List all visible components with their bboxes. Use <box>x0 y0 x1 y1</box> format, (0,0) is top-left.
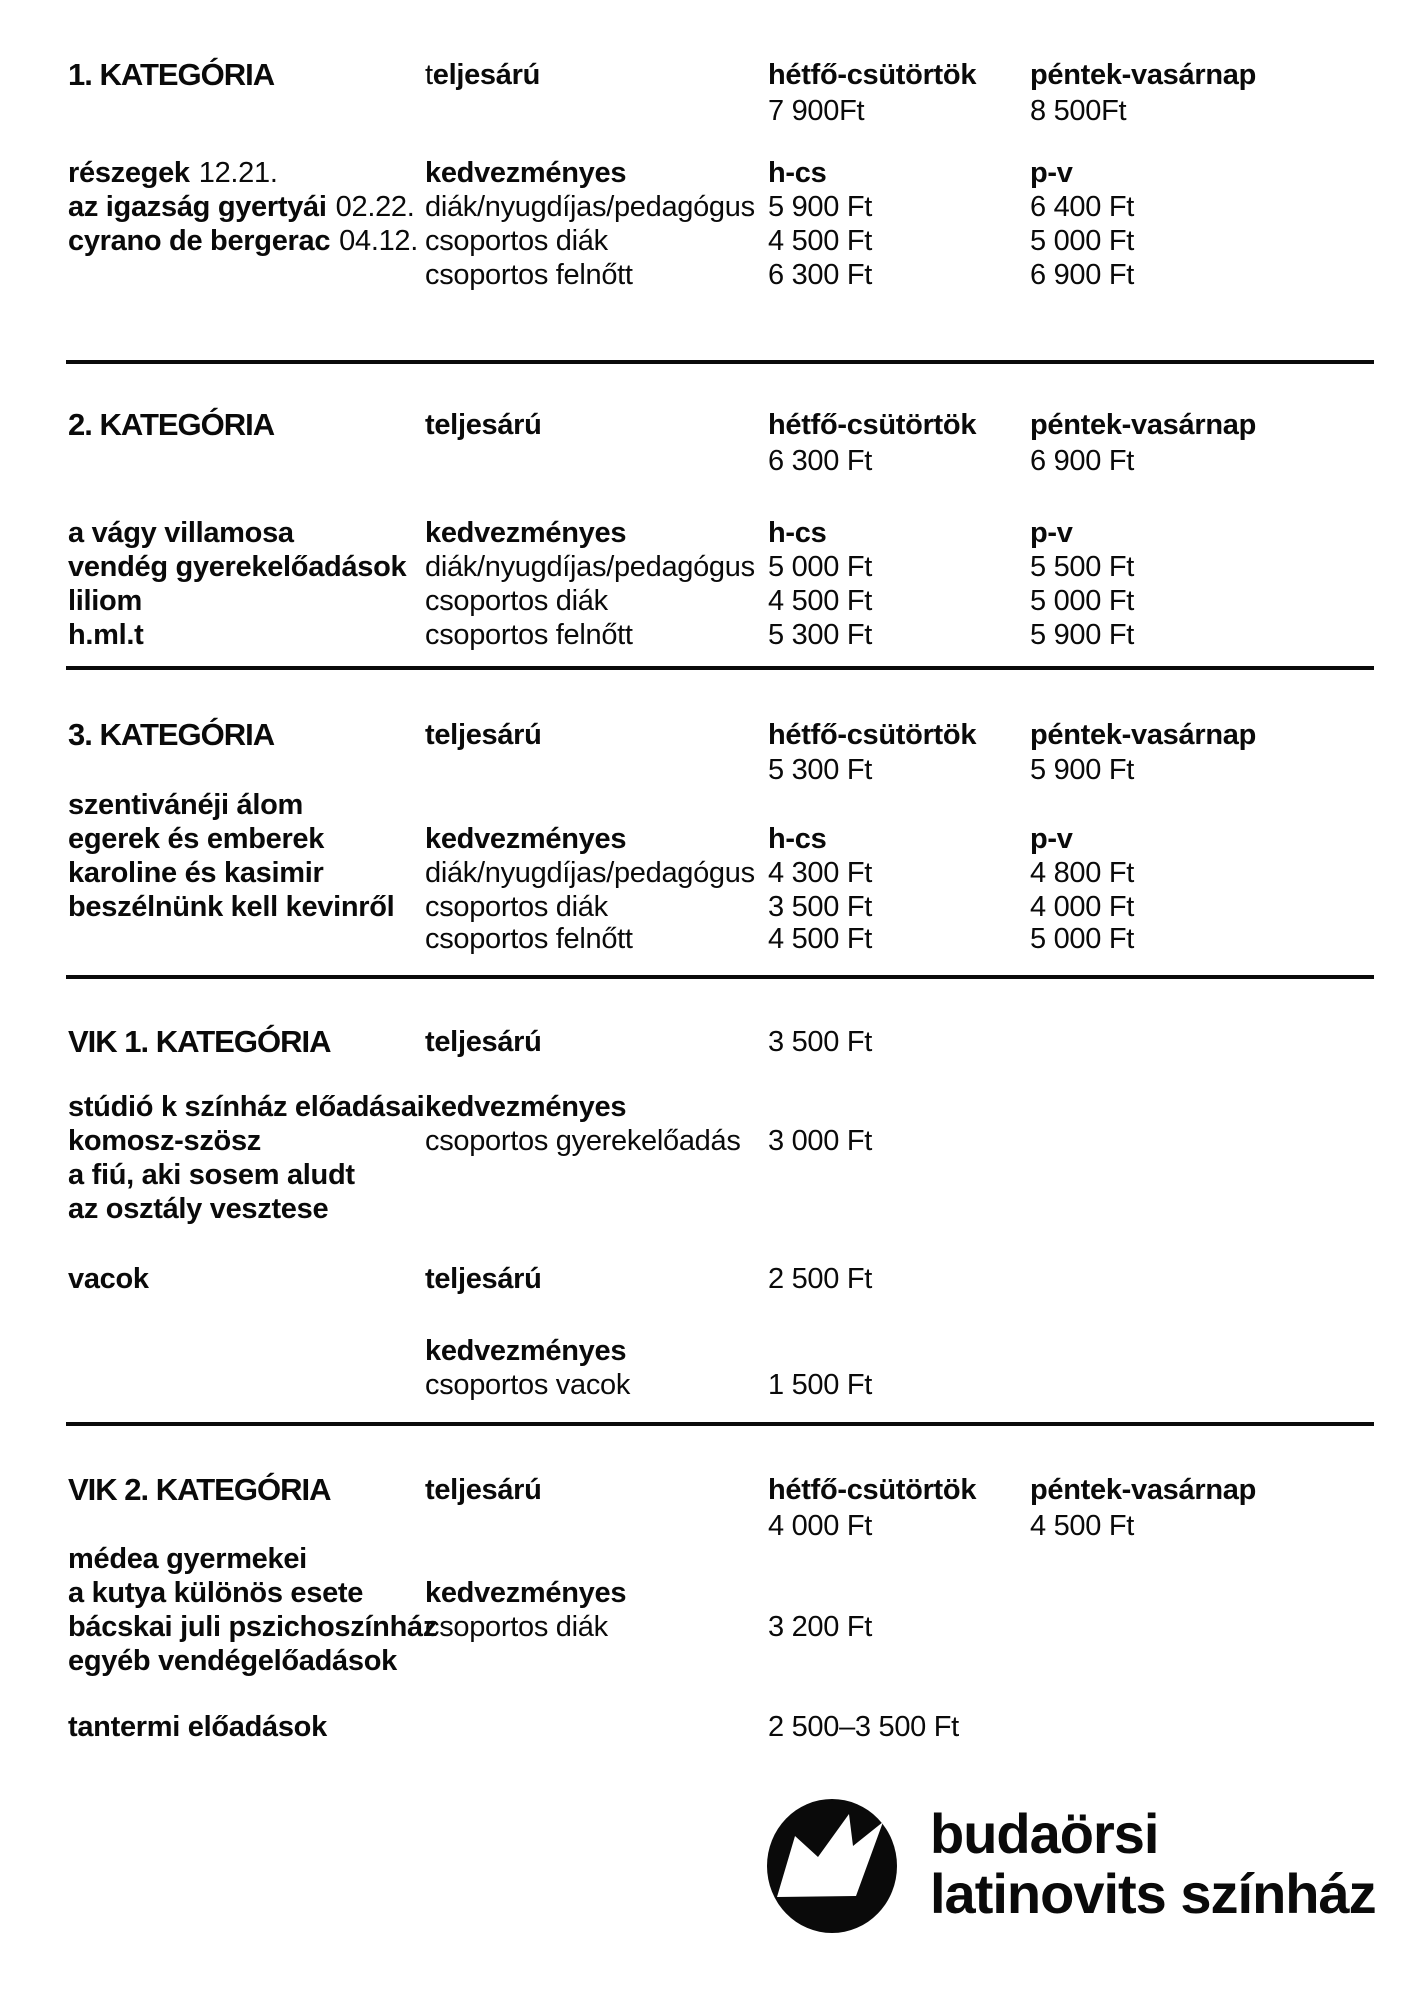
discount-label: kedvezményes <box>425 1091 627 1123</box>
table-row <box>0 618 1414 654</box>
price-day2: 4 000 Ft <box>1030 891 1134 923</box>
section-divider <box>66 666 1374 670</box>
table-row <box>0 1124 1414 1160</box>
show-title: beszélnünk kell kevinről <box>68 891 395 923</box>
single-price: 1 500 Ft <box>768 1369 872 1401</box>
table-row <box>0 94 1414 130</box>
crown-logo-icon <box>766 1797 898 1935</box>
price-day1: 5 300 Ft <box>768 619 872 651</box>
discount-type: csoportos felnőtt <box>425 259 633 291</box>
show-date: 12.21. <box>198 157 278 189</box>
discount-type: csoportos vacok <box>425 1369 631 1401</box>
discount-type: csoportos diák <box>425 891 608 923</box>
show-title: h.ml.t <box>68 619 144 651</box>
table-row <box>0 1025 1414 1061</box>
day2-header: péntek-vasárnap <box>1030 719 1256 751</box>
price-day1: 5 900 Ft <box>768 191 872 223</box>
show-title: a fiú, aki sosem aludt <box>68 1159 355 1191</box>
day1-short-header: h-cs <box>768 517 827 549</box>
day1-header: hétfő-csütörtök <box>768 719 977 751</box>
category-title: 1. KATEGÓRIA <box>68 57 275 92</box>
table-row <box>0 550 1414 586</box>
table-row <box>0 753 1414 789</box>
day1-header: hétfő-csütörtök <box>768 59 977 91</box>
full-price-label: teljesárú <box>425 409 542 441</box>
show-title: a vágy villamosa <box>68 517 294 549</box>
price-day2: 6 400 Ft <box>1030 191 1134 223</box>
day1-header: hétfő-csütörtök <box>768 409 977 441</box>
category-title: VIK 1. KATEGÓRIA <box>68 1024 331 1059</box>
table-row <box>0 1542 1414 1578</box>
single-price: 2 500 Ft <box>768 1263 872 1295</box>
discount-type: diák/nyugdíjas/pedagógus <box>425 857 755 889</box>
show-title: a kutya különös esete <box>68 1577 364 1609</box>
table-row <box>0 1334 1414 1370</box>
discount-label: kedvezményes <box>425 823 627 855</box>
table-row <box>0 822 1414 858</box>
discount-type: csoportos diák <box>425 1611 608 1643</box>
show-title: az osztály vesztese <box>68 1193 329 1225</box>
day2-header: péntek-vasárnap <box>1030 1474 1256 1506</box>
section-divider <box>66 975 1374 979</box>
logo-line2: latinovits színház <box>930 1862 1376 1925</box>
table-row <box>0 788 1414 824</box>
table-row <box>0 890 1414 926</box>
full-price-day2: 4 500 Ft <box>1030 1510 1134 1542</box>
price-day1: 4 500 Ft <box>768 923 872 955</box>
discount-label: kedvezményes <box>425 157 627 189</box>
table-row <box>0 1473 1414 1509</box>
full-price-label: teljesárú <box>425 1026 542 1058</box>
table-row <box>0 584 1414 620</box>
show-title: komosz-szösz <box>68 1125 261 1157</box>
show-date: 02.22. <box>335 191 415 223</box>
price-day1: 3 500 Ft <box>768 891 872 923</box>
price-day2: 5 900 Ft <box>1030 619 1134 651</box>
full-price-day1: 4 000 Ft <box>768 1510 872 1542</box>
discount-type: csoportos felnőtt <box>425 619 633 651</box>
discount-type: csoportos diák <box>425 585 608 617</box>
show-title: egyéb vendégelőadások <box>68 1645 397 1677</box>
day1-header: hétfő-csütörtök <box>768 1474 977 1506</box>
day1-short-header: h-cs <box>768 823 827 855</box>
price-day1: 4 300 Ft <box>768 857 872 889</box>
show-entry <box>68 156 278 190</box>
table-row <box>0 1644 1414 1680</box>
theater-name <box>930 1804 1376 1924</box>
show-title: vendég gyerekelőadások <box>68 551 407 583</box>
single-price: 3 500 Ft <box>768 1026 872 1058</box>
full-price-label-prefix: t <box>425 59 433 91</box>
table-row <box>0 156 1414 192</box>
table-row <box>0 190 1414 226</box>
table-row <box>0 922 1414 958</box>
full-price-label <box>425 58 540 92</box>
price-day1: 4 500 Ft <box>768 585 872 617</box>
show-title: bácskai juli pszichoszínház <box>68 1611 438 1643</box>
full-price-label-rest: eljesárú <box>432 59 540 91</box>
discount-label: kedvezményes <box>425 517 627 549</box>
table-row <box>0 1192 1414 1228</box>
full-price-label: teljesárú <box>425 1474 542 1506</box>
day2-short-header: p-v <box>1030 517 1073 549</box>
show-title: karoline és kasimir <box>68 857 324 889</box>
price-day1: 6 300 Ft <box>768 259 872 291</box>
table-row <box>0 1710 1414 1746</box>
table-row <box>0 1576 1414 1612</box>
full-price-day1: 6 300 Ft <box>768 445 872 477</box>
table-row <box>0 1610 1414 1646</box>
category-title: VIK 2. KATEGÓRIA <box>68 1472 331 1507</box>
show-title: az igazság gyertyái <box>68 191 327 223</box>
show-title: médea gyermekei <box>68 1543 307 1575</box>
show-title: vacok <box>68 1263 149 1295</box>
show-title: részegek <box>68 157 190 189</box>
discount-type: csoportos felnőtt <box>425 923 633 955</box>
section-divider <box>66 1422 1374 1426</box>
price-day2: 5 000 Ft <box>1030 585 1134 617</box>
price-day2: 5 000 Ft <box>1030 225 1134 257</box>
day2-header: péntek-vasárnap <box>1030 409 1256 441</box>
section-divider <box>66 360 1374 364</box>
show-title: tantermi előadások <box>68 1711 327 1743</box>
day2-short-header: p-v <box>1030 157 1073 189</box>
show-title: cyrano de bergerac <box>68 225 331 257</box>
day2-short-header: p-v <box>1030 823 1073 855</box>
full-price-label: teljesárú <box>425 719 542 751</box>
show-title: egerek és emberek <box>68 823 325 855</box>
category-title: 2. KATEGÓRIA <box>68 407 275 442</box>
show-date: 04.12. <box>339 225 418 257</box>
table-row <box>0 718 1414 754</box>
full-price-label: teljesárú <box>425 1263 542 1295</box>
full-price-day2: 5 900 Ft <box>1030 754 1134 786</box>
discount-type: csoportos gyerekelőadás <box>425 1125 741 1157</box>
price-day2: 6 900 Ft <box>1030 259 1134 291</box>
price-day1: 4 500 Ft <box>768 225 872 257</box>
discount-label: kedvezményes <box>425 1577 627 1609</box>
table-row <box>0 516 1414 552</box>
category-title: 3. KATEGÓRIA <box>68 717 275 752</box>
full-price-day1: 7 900Ft <box>768 95 865 127</box>
show-title: stúdió k színház előadásai <box>68 1091 425 1123</box>
single-price: 3 200 Ft <box>768 1611 872 1643</box>
show-entry <box>68 224 418 258</box>
full-price-day2: 6 900 Ft <box>1030 445 1134 477</box>
price-day2: 5 000 Ft <box>1030 923 1134 955</box>
price-range: 2 500–3 500 Ft <box>768 1711 959 1743</box>
day1-short-header: h-cs <box>768 157 827 189</box>
single-price: 3 000 Ft <box>768 1125 872 1157</box>
price-day2: 4 800 Ft <box>1030 857 1134 889</box>
full-price-day2: 8 500Ft <box>1030 95 1127 127</box>
discount-label: kedvezményes <box>425 1335 627 1367</box>
logo-line1: budaörsi <box>930 1802 1159 1865</box>
full-price-day1: 5 300 Ft <box>768 754 872 786</box>
day2-header: péntek-vasárnap <box>1030 59 1256 91</box>
table-row <box>0 1368 1414 1404</box>
table-row <box>0 224 1414 260</box>
table-row <box>0 58 1414 94</box>
table-row <box>0 258 1414 294</box>
discount-type: csoportos diák <box>425 225 608 257</box>
table-row <box>0 1262 1414 1298</box>
show-entry <box>68 190 414 224</box>
table-row <box>0 856 1414 892</box>
table-row <box>0 1090 1414 1126</box>
discount-type: diák/nyugdíjas/pedagógus <box>425 191 755 223</box>
table-row <box>0 408 1414 444</box>
show-title: liliom <box>68 585 142 617</box>
show-title: szentivánéji álom <box>68 789 304 821</box>
table-row <box>0 444 1414 480</box>
table-row <box>0 1158 1414 1194</box>
discount-type: diák/nyugdíjas/pedagógus <box>425 551 755 583</box>
price-day2: 5 500 Ft <box>1030 551 1134 583</box>
table-row <box>0 1509 1414 1545</box>
price-day1: 5 000 Ft <box>768 551 872 583</box>
